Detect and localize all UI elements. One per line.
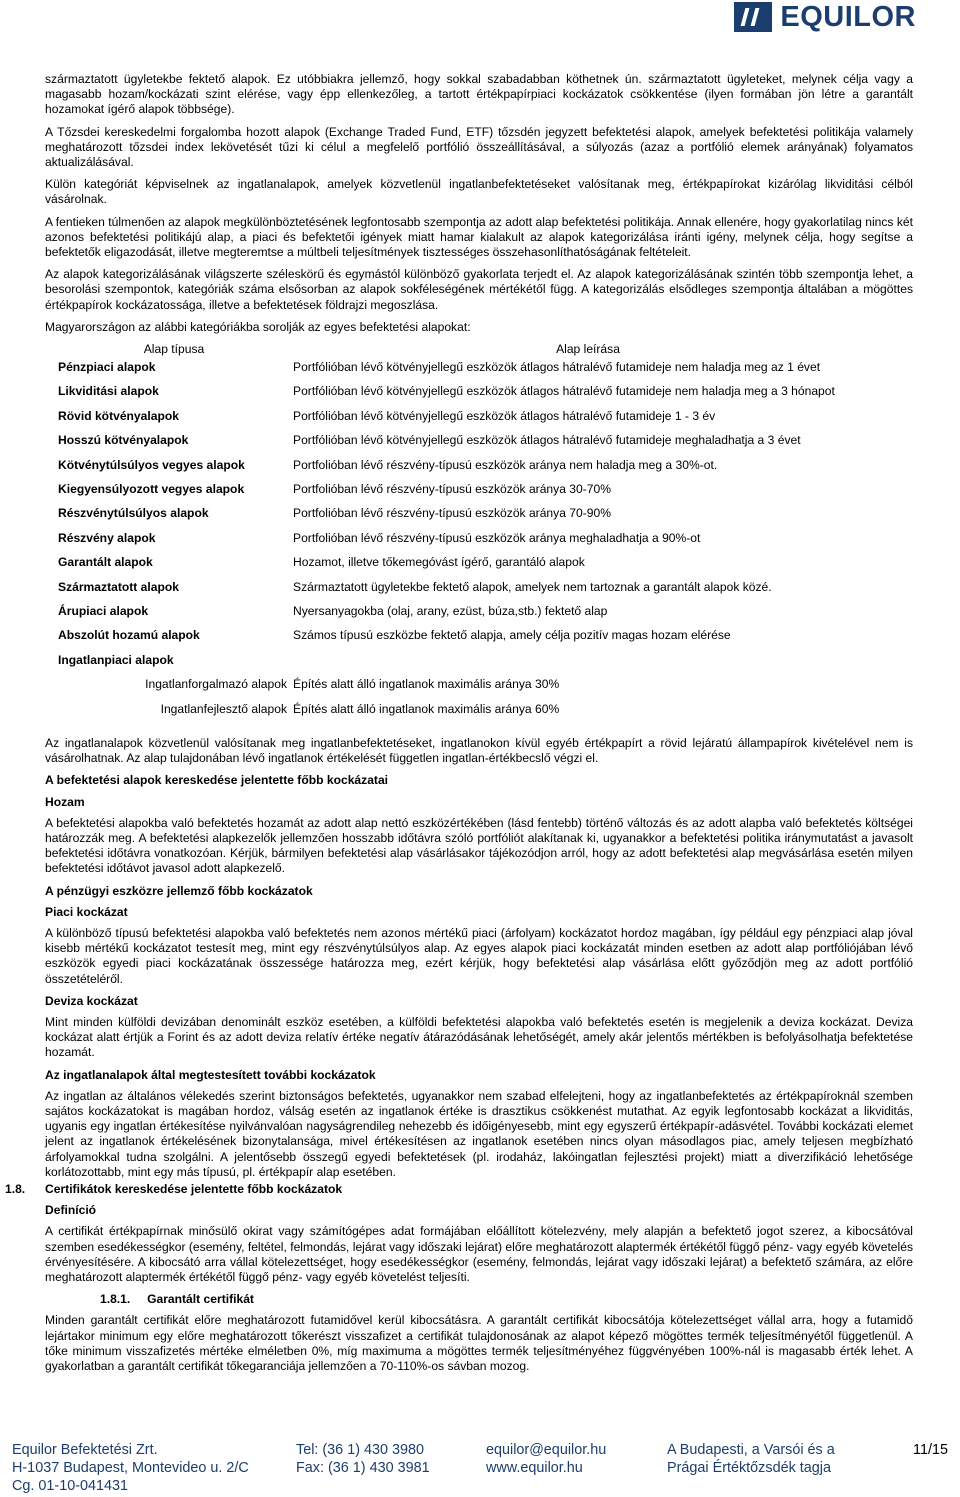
fund-description: Építés alatt álló ingatlanok maximális aránya 60%: [293, 701, 560, 716]
table-row: [55, 628, 883, 652]
fund-type: Árupiaci alapok: [58, 603, 149, 618]
heading: Hozam: [45, 794, 85, 809]
table-row: [55, 482, 883, 506]
company-registration: Cg. 01-10-041431: [12, 1478, 129, 1495]
fund-description: Származtatott ügyletekbe fektető alapok, amelyek nem tartoznak a garantált alapok közé.: [293, 579, 772, 594]
company-address: H-1037 Budapest, Montevideo u. 2/C: [12, 1460, 249, 1477]
table-row: [55, 677, 883, 701]
table-row: [55, 580, 883, 604]
table-row: [55, 458, 883, 482]
section-heading: [5, 1181, 913, 1197]
brand-name: EQUILOR: [780, 0, 916, 33]
fund-type: Pénzpiaci alapok: [58, 360, 156, 375]
email-link[interactable]: equilor@equilor.hu: [486, 1442, 607, 1458]
subsection-title: Garantált certifikát: [147, 1292, 254, 1307]
paragraph: A különböző típusú befektetési alapokba való befektetés nem azonos mértékű piaci (árfolyam) kockázatot hordoz magában, így például egy pénzpiaci alap jóval kisebb mértékű kockázatot testesít meg, mint egy részvénytúlsúlyos alap. Az egyes alapok piaci kockázatát minden esetben az adott alap portfóliójában lévő eszközök egyedi piaci kockázatának összessége határozza meg, ezért kérjük, hogy befektetési alap vásárlása előtt győződjön meg az adott portfólió összetételéről.: [45, 925, 913, 986]
subsection-number: 1.8.1.: [100, 1292, 131, 1307]
footer-membership: [667, 1441, 835, 1477]
phone: Tel: (36 1) 430 3980: [296, 1442, 425, 1458]
heading: Deviza kockázat: [45, 993, 138, 1008]
paragraph: A certifikát értékpapírnak minősülő okirat vagy számítógépes adat formájában előállított kötelezvény, mely alapján a befektető jogot szerez, a kibocsátóval szemben esedékességkor (esemény, feltétel, felmondás, lejárat vagy időszaki lejárat) előre meghatározott alaptermék értékétől függő pénz- vagy egyéb követelés érvényesítésére. A kibocsátó arra vállal kötelezettséget, hogy esedékességkor (esemény, felmondás, lejárat vagy időszaki lejárat) a befektető számára, az előre meghatározott alaptermék értékétől függő pénz- vagy egyéb követelést teljesíti.: [45, 1224, 913, 1284]
fund-description: Portfolióban lévő részvény-típusú eszközök aránya nem haladja meg a 30%-ot.: [293, 457, 718, 472]
fund-type: Garantált alapok: [58, 555, 153, 570]
paragraph: Az alapok kategorizálásának világszerte széleskörű és egymástól különböző gyakorlata terjedt el. Az alapok kategorizálásának szintén több szempontja lehet, a besorolási szempontok, kategóriák száma elsősorban az alapok sokféleségének mértékétől függ. A kategorizálás elsődleges szempontja általában a mögöttes értékpapírok kockázatossága, illetve a befektetések földrajzi megoszlása.: [45, 267, 913, 312]
heading: Piaci kockázat: [45, 904, 128, 919]
footer-contact: [486, 1441, 606, 1477]
membership-line: A Budapesti, a Varsói és a: [667, 1442, 835, 1458]
fund-description: Hozamot, illetve tőkemegóvást ígérő, garantáló alapok: [293, 555, 585, 570]
table-row: [55, 384, 883, 408]
table-row: [55, 506, 883, 530]
paragraph: Az ingatlanalapok közvetlenül valósítanak meg ingatlanbefektetéseket, ingatlanokon kívül egyéb értékpapírt a rövid lejáratú állampapírok kivételével nem is vásárolhatnak. Az alap tulajdonában lévő ingatlanok értékelését független ingatlan-értékbecslő végzi el.: [45, 735, 913, 766]
paragraph: A fentieken túlmenően az alapok megkülönböztetésének legfontosabb szempontja az adott alap befektetési politikája. Annak ellenére, hogy gyakorlatilag nincs két azonos befektetési politikájú alap, a piaci és befektetői igények miatt hamar kialakult az alapok kategorizálása iránti igény, melynek célja, hogy segítse a befektetők eligazodását, illetve megteremtse a múltbeli teljesítmények tisztességes összehasonlíthatóságának feltételeit.: [45, 214, 913, 260]
section-number: 1.8.: [5, 1181, 26, 1196]
section-title: Certifikátok kereskedése jelentette főbb kockázatok: [45, 1181, 343, 1196]
fund-description: Portfólióban lévő kötvényjellegű eszközök átlagos hátralévő futamideje nem haladja meg a 3 hónapot: [293, 384, 835, 399]
footer-phone: [296, 1441, 430, 1477]
footer-company: [12, 1441, 249, 1496]
paragraph: Mint minden külföldi devizában denominált eszköz esetében, a külföldi befektetési alapokba való befektetés esetén is megjelenik a deviza kockázat. Deviza kockázat alatt értjük a Forint és az adott deviza relatív értéke negatív átárazódásának lehetőségét, amely akár jelentős mértékben is befolyásolhatja befektetése hozamát.: [45, 1014, 913, 1060]
fund-description: Portfolióban lévő részvény-típusú eszközök aránya 30-70%: [293, 482, 611, 496]
fund-type: Kiegyensúlyozott vegyes alapok: [58, 482, 245, 496]
paragraph: A befektetési alapokba való befektetés hozamát az adott alap nettó eszközértékében (lásd fentebb) történő változás és az adott alapba való befektetés költségei határozzák meg. A befektetési alapkezelők jellemzően hosszabb időtávra szóló portfóliót alakítanak ki, ugyanakkor a befektetési politika iránymutatást a javasolt befektetési időtávra vonatkozóan. Kérjük, bármilyen befektetési alap vásárlásakor tájékozódjon arról, hogy az adott befektetési alap megvásárlása esetén milyen befektetési időtávot javasol adott alapkezelő.: [45, 815, 913, 876]
paragraph: Külön kategóriát képviselnek az ingatlanalapok, amelyek közvetlenül ingatlanbefektetéseket valósítanak meg, értékpapírokat kizárólag likviditási célból vásárolnak.: [45, 177, 913, 207]
fund-description: Portfólióban lévő kötvényjellegű eszközök átlagos hátralévő futamideje 1 - 3 év: [293, 408, 716, 423]
fund-subtype: Ingatlanfejlesztő alapok: [160, 701, 287, 716]
table-row: [55, 433, 883, 457]
fund-type: Hosszú kötvényalapok: [58, 433, 189, 448]
subsection-heading: [45, 1292, 913, 1307]
page-number: 11/15: [913, 1442, 948, 1458]
fund-description: Nyersanyagokba (olaj, arany, ezüst, búza,stb.) fektető alap: [293, 603, 608, 618]
membership-line: Prágai Értéktőzsdék tagja: [667, 1460, 831, 1477]
fund-description: Portfolióban lévő részvény-típusú eszközök aránya meghaladhatja a 90%-ot: [293, 530, 701, 545]
fund-type: Rövid kötvényalapok: [58, 408, 179, 423]
fund-description: [293, 653, 883, 677]
table-row: [55, 409, 883, 433]
fund-type: Likviditási alapok: [58, 384, 159, 399]
column-header-description: Alap leírása: [556, 342, 620, 357]
fund-description: Portfólióban lévő kötvényjellegű eszközök átlagos hátralévő futamideje nem haladja meg az 1 évet: [293, 360, 821, 375]
fund-description: Számos típusú eszközbe fektető alapja, amely célja pozitív magas hozam elérése: [293, 628, 731, 643]
fund-type: Származtatott alapok: [58, 579, 179, 594]
table-row: [55, 702, 883, 726]
heading: Definíció: [45, 1203, 97, 1218]
website-link[interactable]: www.equilor.hu: [486, 1460, 583, 1477]
fund-description: Portfólióban lévő kötvényjellegű eszközök átlagos hátralévő futamideje meghaladhatja a 3 évet: [293, 433, 801, 448]
fund-type: Részvénytúlsúlyos alapok: [58, 506, 209, 521]
fund-categories-table: [55, 342, 883, 726]
table-row: [55, 531, 883, 555]
paragraph: Minden garantált certifikát előre meghatározott futamidővel kerül kibocsátásra. A garantált certifikát kibocsátója kötelezettséget vállal arra, hogy a futamidő lejártakor minimum egy előre meghatározott tőkerészt visszafizet a certifikát tulajdonosának az alapot képező mögöttes termék teljesítményétől függetlenül. A tőke minimum visszafizetés mértéke elméletben 0%, míg maximuma a mögöttes termék teljesítményéhez függvényében 100%-nál is magasabb érték lehet. A gyakorlatban a garantált certifikát tőkegaranciája jellemzően a 70-110%-os sávban mozog.: [45, 1313, 913, 1374]
fund-description: Portfolióban lévő részvény-típusú eszközök aránya 70-90%: [293, 506, 611, 521]
fund-type: Abszolút hozamú alapok: [58, 628, 200, 643]
fund-type: Kötvénytúlsúlyos vegyes alapok: [58, 457, 245, 472]
table-row: [55, 360, 883, 384]
column-header-type: Alap típusa: [143, 342, 205, 357]
fund-type: Ingatlanpiaci alapok: [58, 652, 174, 667]
paragraph: A Tőzsdei kereskedelmi forgalomba hozott alapok (Exchange Traded Fund, ETF) tőzsdén jegyzett befektetési alapok, amelyek befektetési politikája valamely meghatározott tőzsdei index lekövetését tűzi ki célul a megfelelő portfólió összeállításával, a súlyozás (azaz a portfólió elemek arányának) folyamatos aktualizálásával.: [45, 124, 913, 170]
company-name: Equilor Befektetési Zrt.: [12, 1442, 158, 1458]
equilor-logo: [734, 0, 916, 34]
equilor-logo-icon: [734, 2, 772, 32]
paragraph: származtatott ügyletekbe fektető alapok. Ez utóbbiakra jellemző, hogy sokkal szabadabban köthetnek ún. származtatott ügyleteket, melynek célja vagy a magasabb hozam/kockázati szint elérése, vagy épp ellenkezőleg, a tartott értékpapírpiaci kockázatok csökkentése (ilyen formában jön létre a garantált hozamokat ígérő alapok többsége).: [45, 72, 913, 117]
heading: A befektetési alapok kereskedése jelentette főbb kockázatai: [45, 773, 389, 788]
paragraph: Az ingatlan az általános vélekedés szerint biztonságos befektetés, ugyanakkor nem szabad elfelejteni, hogy az ingatlanbefektetés az értékpapíroknál szemben sajátos kockázatokat is magában hordoz, válság esetén az ingatlanok értéke is drasztikus csökkenést mutathat. Az egyik legfontosabb kockázat a likviditás, ugyanis egy ingatlan értékesítése nyilvánvalóan nagyságrendileg nehezebb és időigényesebb, mint egy egyszerű értékpapír-adásvétel. További kockázati elemet jelent az ingatlanok értékelésének bizonytalansága, mivel értékesítésen az ingatlanok esetében nincs olyan másodlagos piac, amely teljesen megbízható árfolyamokkal tudna szolgálni. A jelentősebb összegű egyedi befektetések (pl. irodaház, lakóingatlan fejlesztési projekt) miatt a diverzifikáció lehetősége korlátozottabb, mint egy más típusú, pl. értékpapír alap esetében.: [45, 1088, 913, 1179]
fund-type: Részvény alapok: [58, 530, 156, 545]
heading: Az ingatlanalapok által megtestesített további kockázatok: [45, 1067, 376, 1082]
fund-subtype: Ingatlanforgalmazó alapok: [145, 677, 287, 692]
document-body: [5, 72, 913, 1381]
table-row: [55, 604, 883, 628]
heading: A pénzügyi eszközre jellemző főbb kockázatok: [45, 883, 313, 898]
table-row: [55, 555, 883, 579]
fax: Fax: (36 1) 430 3981: [296, 1460, 430, 1477]
fund-description: Építés alatt álló ingatlanok maximális aránya 30%: [293, 677, 560, 692]
table-row: [55, 653, 883, 677]
paragraph: Magyarországon az alábbi kategóriákba sorolják az egyes befektetési alapokat:: [45, 319, 471, 334]
